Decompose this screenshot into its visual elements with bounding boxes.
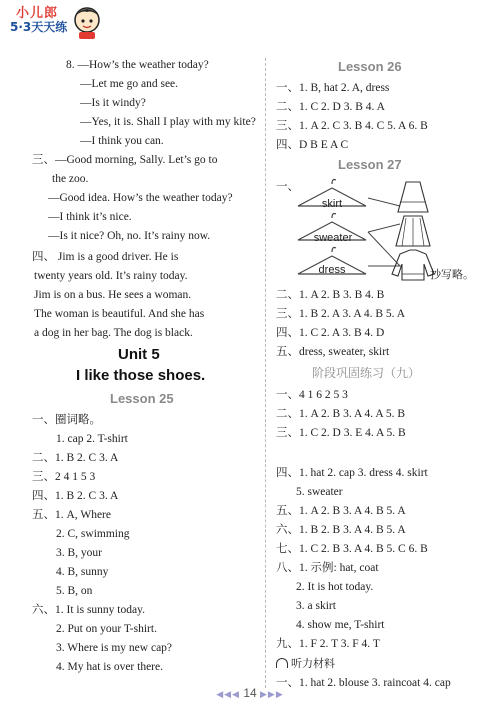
page-header [0,0,500,42]
s3-line-3: —Good idea. How’s the weather today? [48,192,233,204]
l26-line-4: 四、D B E A C [276,139,349,151]
l27-line-2: 三、1. B 2. A 3. A 4. B 5. A [276,308,406,320]
s3-line-2: the zoo. [52,173,89,185]
l27-line-1: 二、1. A 2. B 3. B 4. B [276,289,385,301]
unit-title: Unit 5 [118,346,160,363]
s4-line-4: The woman is beautiful. And she has [34,308,205,320]
unit-subtitle: I like those shoes. [76,367,206,384]
s4-line-3: Jim is on a bus. He sees a woman. [34,289,192,301]
stage-line-2: 二、1. A 2. B 3. A 4. A 5. B [276,408,406,420]
prev-arrows-icon: ◀◀◀ [216,689,240,699]
stage-line-13: 九、1. F 2. T 3. F 4. T [276,638,380,650]
brand-logo [6,2,102,38]
stage-line-11: 3. a skirt [296,600,336,612]
q8-line-2: —Let me go and see. [80,78,179,90]
s3-line-4: —I think it’s nice. [48,211,132,223]
stage-line-3: 三、1. C 2. D 3. E 4. A 5. B [276,427,406,439]
page-footer [0,686,500,700]
l25-line-9: 4. B, sunny [56,566,109,578]
headphone-icon [276,658,288,668]
q8-line-5: —I think you can. [80,135,164,147]
s4-line-5: a dog in her bag. The dog is black. [34,327,193,339]
l26-line-3: 三、1. A 2. C 3. B 4. C 5. A 6. B [276,120,428,132]
l25-line-13: 3. Where is my new cap? [56,642,173,654]
stage-line-6: 五、1. A 2. B 3. A 4. B 5. A [276,505,406,517]
logo-subtitle: 5·3天天练 [10,20,68,34]
q8-line-1: 8. —How’s the weather today? [66,59,209,71]
l26-line-2: 二、1. C 2. D 3. B 4. A [276,101,385,113]
s3-line-5: —Is it nice? Oh, no. It’s rainy now. [48,230,211,242]
lesson-25-heading: Lesson 25 [110,391,174,406]
stage-line-4: 四、1. hat 2. cap 3. dress 4. skirt [276,467,428,479]
stage-line-1: 一、4 1 6 2 5 3 [276,389,348,401]
listening-line-1: 一、1. hat 2. blouse 3. raincoat 4. cap [276,677,451,689]
stage-line-8: 七、1. C 2. B 3. A 4. B 5. C 6. B [276,543,428,555]
stage-line-9: 八、1. 示例: hat, coat [276,562,379,574]
l27-line-4: 五、dress, sweater, skirt [276,346,390,358]
column-divider [265,58,266,688]
s4-line-2: twenty years old. It’s rainy today. [34,270,188,282]
l25-line-10: 5. B, on [56,585,93,597]
s4-line-1: 四、 Jim is a good driver. He is [32,251,179,263]
l25-line-14: 4. My hat is over there. [56,661,163,673]
l25-line-1: 一、圈词略。 [32,414,101,426]
mascot-icon [70,4,104,40]
l25-line-2: 1. cap 2. T-shirt [56,433,128,445]
l25-line-6: 五、1. A, Where [32,509,111,521]
lesson-27-heading: Lesson 27 [338,157,402,172]
logo-title: 小儿郎 [16,6,59,21]
lesson-26-heading: Lesson 26 [338,59,402,74]
stage-line-10: 2. It is hot today. [296,581,374,593]
l25-line-3: 二、1. B 2. C 3. A [32,452,119,464]
stage-review-heading: 阶段巩固练习（九） [312,366,421,380]
l25-line-5: 四、1. B 2. C 3. A [32,490,119,502]
l27-line-3: 四、1. C 2. A 3. B 4. D [276,327,385,339]
stage-line-7: 六、1. B 2. B 3. A 4. B 5. A [276,524,406,536]
hanger-word-sweater: sweater [313,232,353,244]
s3-line-1: 三、—Good morning, Sally. Let’s go to [32,154,218,166]
hanger-word-dress: dress [318,264,346,276]
q8-line-4: —Yes, it is. Shall I play with my kite? [80,116,256,128]
next-arrows-icon: ▶▶▶ [260,689,284,699]
l26-line-1: 一、1. B, hat 2. A, dress [276,82,390,94]
l25-line-4: 三、2 4 1 5 3 [32,471,96,483]
q8-line-3: —Is it windy? [80,97,146,109]
l25-line-8: 3. B, your [56,547,102,559]
copy-note: 抄写略。 [430,268,474,281]
page-number: 14 [243,686,257,700]
listening-heading [276,657,335,671]
l25-line-12: 2. Put on your T-shirt. [56,623,157,635]
listening-title: 听力材料 [291,657,335,670]
l27-label: 一、 [276,181,299,193]
l25-line-7: 2. C, swimming [56,528,130,540]
hanger-word-skirt: skirt [321,198,343,210]
stage-line-5: 5. sweater [296,486,343,498]
stage-line-12: 4. show me, T-shirt [296,619,385,631]
l25-line-11: 六、1. It is sunny today. [32,604,145,616]
